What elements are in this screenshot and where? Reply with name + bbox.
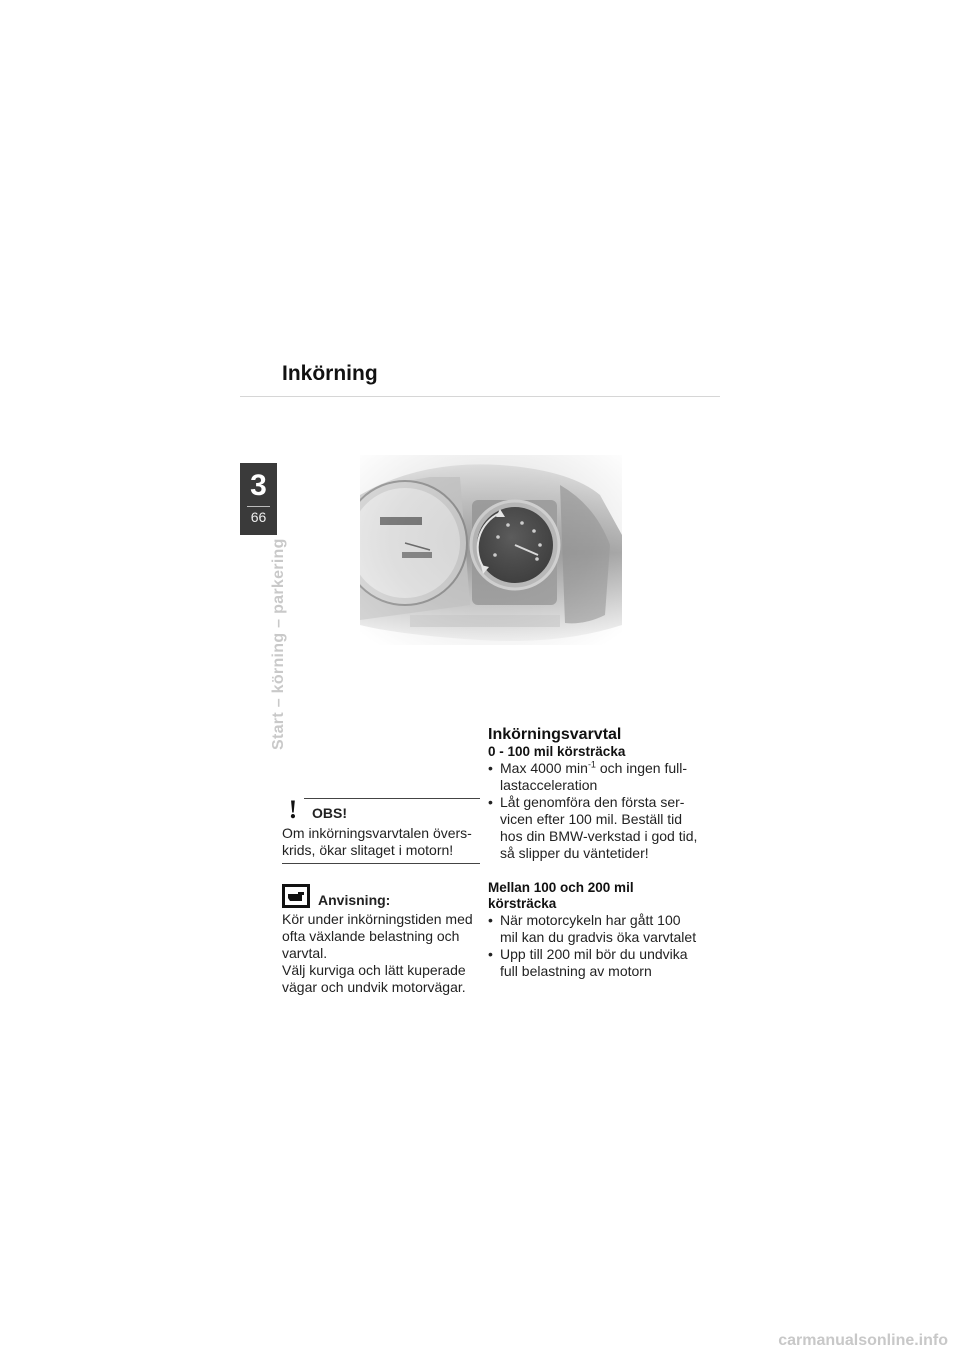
instrument-cluster-photo	[360, 455, 622, 645]
page-number: 66	[250, 509, 267, 525]
hint-text-1: Kör under inkörningstiden med ofta växlande belastning och varvtal.	[282, 911, 473, 961]
obs-label: OBS!	[312, 805, 347, 821]
chapter-side-label: Start – körning – parkering	[270, 538, 287, 750]
page-title: Inkörning	[282, 362, 378, 385]
hint-text-2: Välj kurviga och lätt kuperade vägar och undvik motorvägar.	[282, 962, 466, 995]
obs-text: Om inkörningsvarvtalen övers-krids, ökar slitaget i motorn!	[282, 825, 472, 858]
header-rule	[240, 396, 720, 397]
bullet-text: Max 4000 min	[500, 760, 588, 776]
runin-column	[488, 726, 700, 980]
bullet-superscript: -1	[587, 759, 596, 770]
chapter-tab	[240, 463, 277, 535]
bullet-first-service	[488, 794, 700, 862]
svg-text:!: !	[288, 799, 298, 821]
notes-column	[282, 798, 480, 996]
hint-note	[282, 884, 480, 996]
obs-bottom-rule	[282, 863, 480, 864]
hint-heading	[282, 884, 480, 908]
chapter-divider	[247, 506, 270, 507]
subheading-100-200: Mellan 100 och 200 mil körsträcka	[488, 880, 634, 911]
obs-top-rule	[304, 798, 480, 799]
subheading-0-100: 0 - 100 mil körsträcka	[488, 744, 626, 759]
bullet-increase-rpm: • När motorcykeln har gått 100 mil kan du gradvis öka varvtalet	[488, 912, 700, 946]
pointing-hand-icon	[282, 884, 310, 908]
bullet-max-rpm	[488, 760, 700, 794]
bullet-text: Låt genomföra den första ser-vicen efter 100 mil. Beställ tid hos din BMW-verkstad i god tid, så slipper du väntetider!	[500, 794, 698, 861]
warning-icon	[282, 799, 304, 821]
obs-heading	[282, 798, 480, 821]
section-heading: Inkörningsvarvtal	[488, 726, 622, 743]
bullet-text-cont: och ingen full-lastacceleration	[500, 760, 688, 793]
hint-label: Anvisning:	[318, 892, 391, 908]
footer-watermark: carmanualsonline.info	[778, 1332, 948, 1349]
bullet-avoid-full-load: • Upp till 200 mil bör du undvika full belastning av motorn	[488, 946, 700, 980]
chapter-number: 3	[250, 469, 267, 502]
